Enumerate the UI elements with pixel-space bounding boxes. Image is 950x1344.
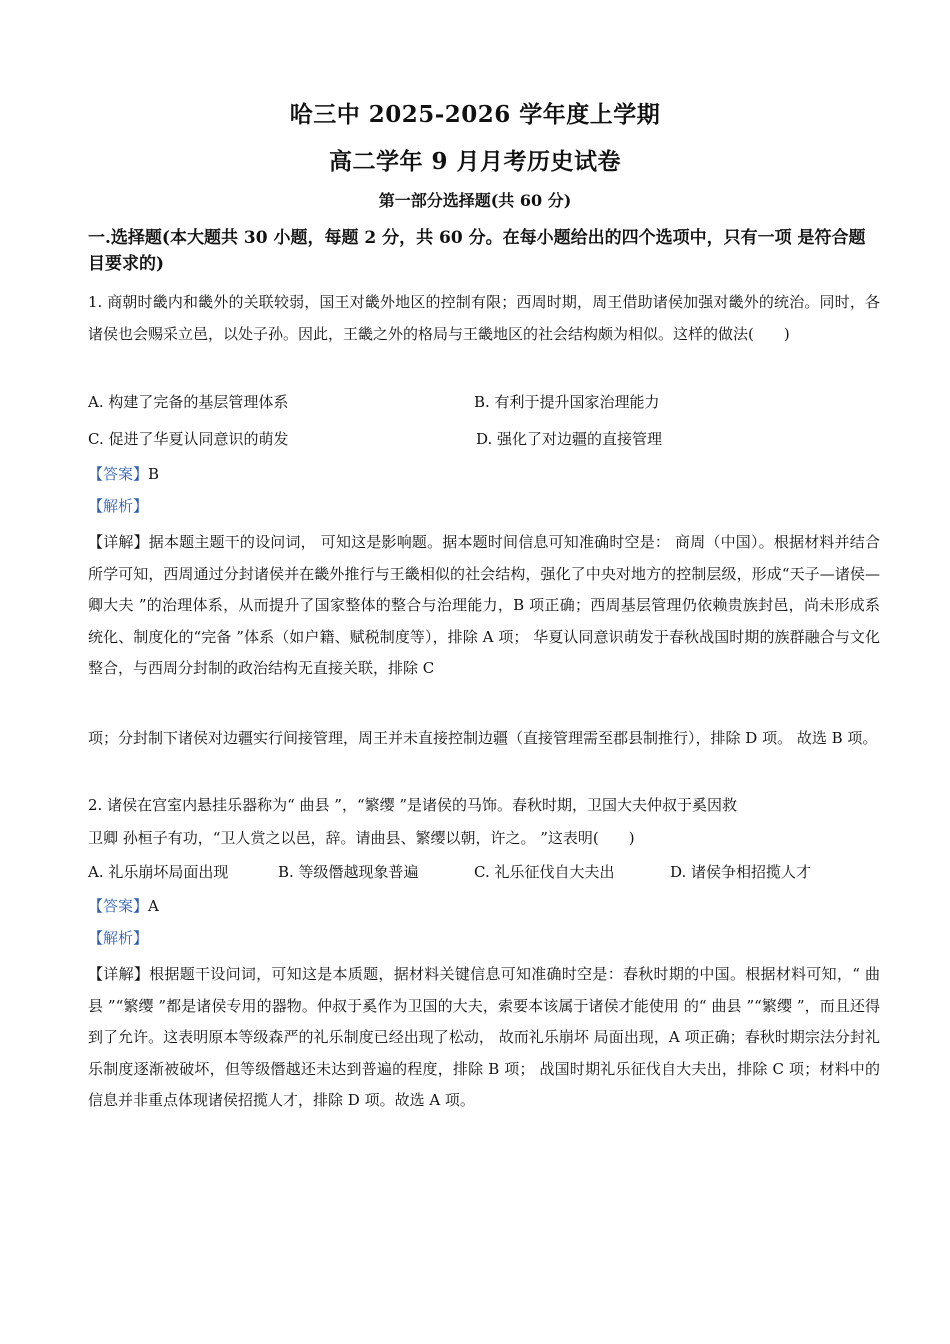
exam-title-line1: 哈三中 2025-2026 学年度上学期 bbox=[289, 101, 661, 128]
detail-tag: 【详解】 bbox=[88, 965, 150, 983]
question-1-stem: 1. 商朝时畿内和畿外的关联较弱，国王对畿外地区的控制有限；西周时期，周王借助诸侯加强对畿外的统治。同时，各诸侯也会赐采立邑，以处子孙。因此，王畿之外的格局与王畿地区的社会结构颇为相似。这样的做法( ) bbox=[88, 293, 880, 343]
detail-tag: 【详解】 bbox=[88, 533, 149, 551]
answer-tag: 【答案】 bbox=[88, 897, 149, 915]
question-2-option-b: B. 等级僭越现象普遍 bbox=[278, 863, 419, 881]
question-2-stem-line1: 2. 诸侯在宫室内悬挂乐器称为“ 曲县 ”，“繁缨 ”是诸侯的马饰。春秋时期，卫国大夫仲叔于奚因救 bbox=[88, 796, 738, 814]
question-2-analysis-tag: 【解析】 bbox=[88, 929, 149, 947]
exam-title-line2: 高二学年 9 月月考历史试卷 bbox=[328, 148, 622, 175]
answer-value: B bbox=[148, 465, 160, 483]
detail-text: 据本题主题干的设问词， 可知这是影响题。据本题时间信息可知准确时空是： 商周（中国）。根据材料并结合所学可知，西周通过分封诸侯并在畿外推行与王畿相似的社会结构，强化了中央对地方的控制层级，形成“天子—诸侯—卿大夫 ”的治理体系，从而提升了国家整体的整合与治理能力，B 项正确；西周基层管理仍依赖贵族封邑，尚未形成系统化、制度化的“完备 ”体系（如户籍、赋税制度等），排除 A 项； 华夏认同意识萌发于春秋战国时期的族群融合与文化整合，与西周分封制的政治结构无直接关联，排除 C bbox=[88, 533, 880, 677]
question-1-detail bbox=[88, 527, 880, 685]
question-2-detail bbox=[88, 959, 880, 1117]
question-2-option-c: C. 礼乐征伐自大夫出 bbox=[474, 863, 615, 881]
question-1-option-d: D. 强化了对边疆的直接管理 bbox=[476, 430, 663, 448]
question-1-answer bbox=[88, 463, 159, 484]
answer-tag: 【答案】 bbox=[88, 465, 149, 483]
question-1-analysis-tag: 【解析】 bbox=[88, 497, 149, 515]
question-2-option-d: D. 诸侯争相招揽人才 bbox=[670, 863, 812, 881]
answer-value: A bbox=[148, 897, 159, 915]
section-heading: 一.选择题(本大题共 30 小题，每题 2 分，共 60 分。在每小题给出的四个选项中，只有一项 是符合题目要求的) bbox=[88, 228, 866, 274]
detail-text: 根据题干设问词，可知这是本质题，据材料关键信息可知准确时空是：春秋时期的中国。根据材料可知，“ 曲县 ”“繁缨 ”都是诸侯专用的器物。仲叔于奚作为卫国的大夫，索要本该属于诸侯才能使用 的“ 曲县 ”“繁缨 ”，而且还得到了允许。这表明原本等级森严的礼乐制度已经出现了松动， 故而礼乐崩坏 局面出现，A 项正确；春秋时期宗法分封礼乐制度逐渐被破坏，但等级僭越还未达到普遍的程度，排除 B 项； 战国时期礼乐征伐自大夫出，排除 C 项；材料中的信息并非重点体现诸侯招揽人才，排除 D 项。故选 A 项。 bbox=[88, 965, 880, 1109]
question-1-option-c: C. 促进了华夏认同意识的萌发 bbox=[88, 430, 289, 448]
question-1-option-b: B. 有利于提升国家治理能力 bbox=[474, 393, 660, 411]
question-2-answer bbox=[88, 895, 159, 916]
part-title: 第一部分选择题(共 60 分) bbox=[378, 191, 572, 210]
question-2-stem-line2: 卫卿 孙桓子有功，“卫人赏之以邑，辞。请曲县、繁缨以朝，许之。 ”这表明( ) bbox=[88, 829, 635, 847]
question-2-option-a: A. 礼乐崩坏局面出现 bbox=[88, 863, 229, 881]
question-1-detail-tail: 项；分封制下诸侯对边疆实行间接管理，周王并未直接控制边疆（直接管理需至郡县制推行），排除 D 项。 故选 B 项。 bbox=[88, 729, 878, 747]
question-1-option-a: A. 构建了完备的基层管理体系 bbox=[88, 393, 289, 411]
